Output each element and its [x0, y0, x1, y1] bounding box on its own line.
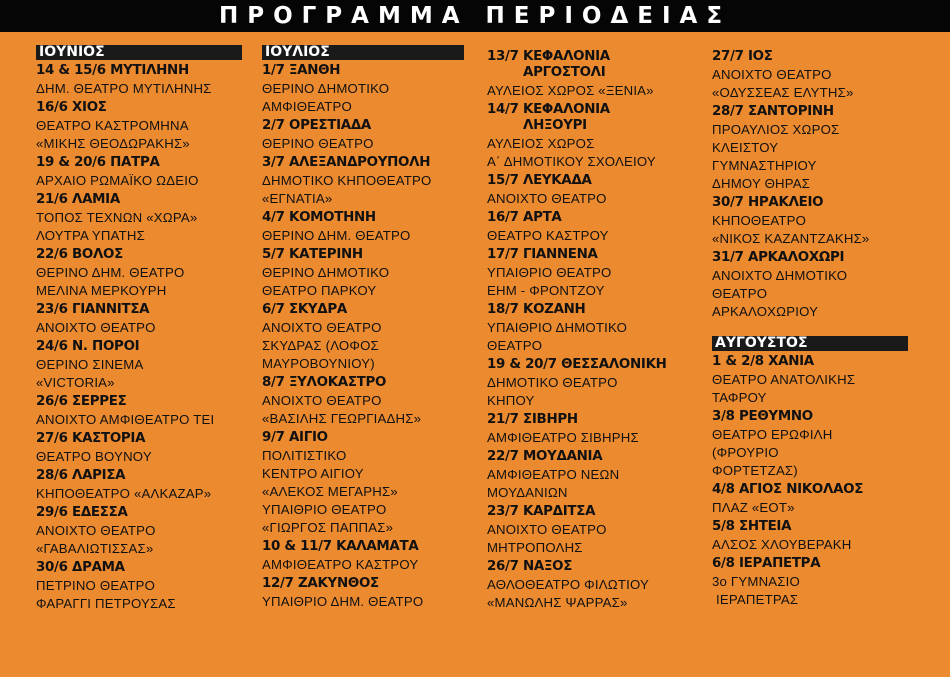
- schedule-entry: [712, 249, 908, 321]
- venue-line: «ΕΓΝΑΤΙΑ»: [262, 191, 333, 206]
- venue-line: ΔΗΜ. ΘΕΑΤΡΟ ΜΥΤΙΛΗΝΗΣ: [36, 81, 212, 96]
- venue-line: ΤΑΦΡΟΥ: [712, 390, 767, 405]
- venue-line: ΘΕΡΙΝΟ ΔΗΜ. ΘΕΑΤΡΟ: [262, 228, 411, 243]
- venue-line: ΚΗΠΟΘΕΑΤΡΟ «ΑΛΚΑΖΑΡ»: [36, 486, 212, 501]
- venue-line: ΕΗΜ - ΦΡΟΝΤΖΟΥ: [487, 283, 605, 298]
- schedule-entry: [36, 191, 242, 245]
- date-city: 3/8 ΡΕΘΥΜΝΟ: [712, 409, 813, 424]
- venue-line: ΘΕΡΙΝΟ ΣΙΝΕΜΑ: [36, 357, 144, 372]
- venue-line: ΔΗΜΟΤΙΚΟ ΚΗΠΟΘΕΑΤΡΟ: [262, 173, 432, 188]
- venue-line: ΑΝΟΙΧΤΟ ΑΜΦΙΘΕΑΤΡΟ ΤΕΙ: [36, 412, 215, 427]
- date-city: 15/7 ΛΕΥΚΑΔΑ: [487, 173, 592, 188]
- date-city-sub: ΛΗΞΟΥΡΙ: [523, 118, 587, 133]
- schedule-entry: [712, 353, 908, 407]
- venue-line: ΤΟΠΟΣ ΤΕΧΝΩΝ «ΧΩΡΑ»: [36, 210, 198, 225]
- date-city: 31/7 ΑΡΚΑΛΟΧΩΡΙ: [712, 250, 845, 265]
- venue-line: ΘΕΑΤΡΟ ΚΑΣΤΡΟΜΗΝΑ: [36, 118, 189, 133]
- venue-line: «ΓΙΩΡΓΟΣ ΠΑΠΠΑΣ»: [262, 520, 394, 535]
- date-city: 12/7 ΖΑΚΥΝΘΟΣ: [262, 576, 379, 591]
- venue-line: ΑΝΟΙΧΤΟ ΘΕΑΤΡΟ: [487, 522, 607, 537]
- schedule-entry: [36, 559, 242, 613]
- schedule-entry: [262, 117, 464, 153]
- date-city: 5/7 ΚΑΤΕΡΙΝΗ: [262, 247, 363, 262]
- venue-line: «ΑΛΕΚΟΣ ΜΕΓΑΡΗΣ»: [262, 484, 398, 499]
- date-city: 30/6 ΔΡΑΜΑ: [36, 560, 125, 575]
- schedule-entry: [262, 154, 464, 208]
- venue-line: «VICTORIA»: [36, 375, 115, 390]
- date-city: 28/6 ΛΑΡΙΣΑ: [36, 468, 126, 483]
- date-city: 26/6 ΣΕΡΡΕΣ: [36, 394, 127, 409]
- date-city: 3/7 ΑΛΕΞΑΝΔΡΟΥΠΟΛΗ: [262, 155, 431, 170]
- date-city: 16/7 ΑΡΤΑ: [487, 210, 562, 225]
- venue-line: «ΓΑΒΑΛΙΩΤΙΣΣΑΣ»: [36, 541, 154, 556]
- schedule-entry: [487, 503, 695, 557]
- venue-line: «ΟΔΥΣΣΕΑΣ ΕΛΥΤΗΣ»: [712, 85, 854, 100]
- venue-line: ΥΠΑΙΘΡΙΟ ΔΗΜΟΤΙΚΟ: [487, 320, 628, 335]
- date-city: 22/7 ΜΟΥΔΑΝΙΑ: [487, 449, 603, 464]
- schedule-entry: [487, 101, 695, 171]
- venue-line: ΘΕΑΤΡΟ: [712, 286, 768, 301]
- venue-line: ΜΑΥΡΟΒΟΥΝΙΟΥ): [262, 356, 375, 371]
- venue-line: ΑΡΧΑΙΟ ΡΩΜΑΪΚΟ ΩΔΕΙΟ: [36, 173, 199, 188]
- venue-line: ΑΝΟΙΧΤΟ ΘΕΑΤΡΟ: [487, 191, 607, 206]
- venue-line: Α΄ ΔΗΜΟΤΙΚΟΥ ΣΧΟΛΕΙΟΥ: [487, 154, 656, 169]
- schedule-entry: [712, 103, 908, 193]
- schedule-entry: [712, 555, 908, 609]
- date-city: 29/6 ΕΔΕΣΣΑ: [36, 505, 128, 520]
- date-city: 23/6 ΓΙΑΝΝΙΤΣΑ: [36, 302, 150, 317]
- schedule-entry: [487, 301, 695, 355]
- schedule-entry: [36, 338, 242, 392]
- schedule-entry: [487, 558, 695, 612]
- schedule-entry: [262, 301, 464, 373]
- schedule-entry: [36, 393, 242, 429]
- date-city-sub: ΑΡΓΟΣΤΟΛΙ: [523, 65, 606, 80]
- date-city: 18/7 ΚΟΖΑΝΗ: [487, 302, 586, 317]
- venue-line: ΜΟΥΔΑΝΙΩΝ: [487, 485, 568, 500]
- month-gap: [712, 322, 908, 336]
- date-city: 27/7 ΙΟΣ: [712, 49, 773, 64]
- column-3: [487, 48, 695, 613]
- venue-line: ΘΕΑΤΡΟ ΕΡΩΦΙΛΗ: [712, 427, 833, 442]
- date-city: 16/6 ΧΙΟΣ: [36, 100, 107, 115]
- date-city: 14 & 15/6 ΜΥΤΙΛΗΝΗ: [36, 63, 189, 78]
- venue-line: ΘΕΡΙΝΟ ΔΗΜΟΤΙΚΟ: [262, 81, 390, 96]
- schedule-entry: [712, 481, 908, 517]
- schedule-entry: [262, 62, 464, 116]
- venue-line: ΙΕΡΑΠΕΤΡΑΣ: [716, 592, 799, 607]
- column-4: [712, 48, 908, 610]
- date-city: 4/8 ΑΓΙΟΣ ΝΙΚΟΛΑΟΣ: [712, 482, 864, 497]
- venue-line: ΚΗΠΟΘΕΑΤΡΟ: [712, 213, 807, 228]
- venue-line: ΘΕΑΤΡΟ ΑΝΑΤΟΛΙΚΗΣ: [712, 372, 856, 387]
- schedule-entry: [487, 246, 695, 300]
- page-title: ΠΡΟΓΡΑΜΜΑ ΠΕΡΙΟΔΕΙΑΣ: [218, 3, 732, 29]
- date-city: 26/7 ΝΑΞΟΣ: [487, 559, 573, 574]
- date-city: 4/7 ΚΟΜΟΤΗΝΗ: [262, 210, 376, 225]
- date-city: 19 & 20/6 ΠΑΤΡΑ: [36, 155, 160, 170]
- venue-line: «ΝΙΚΟΣ ΚΑΖΑΝΤΖΑΚΗΣ»: [712, 231, 870, 246]
- date-city: 8/7 ΞΥΛΟΚΑΣΤΡΟ: [262, 375, 387, 390]
- date-city: 27/6 ΚΑΣΤΟΡΙΑ: [36, 431, 146, 446]
- venue-line: ΣΚΥΔΡΑΣ (ΛΟΦΟΣ: [262, 338, 379, 353]
- date-city: 30/7 ΗΡΑΚΛΕΙΟ: [712, 195, 824, 210]
- venue-line: ΑΜΦΙΘΕΑΤΡΟ ΚΑΣΤΡΟΥ: [262, 557, 419, 572]
- schedule-entry: [712, 194, 908, 248]
- schedule-entry: [262, 538, 464, 574]
- schedule-entry: [36, 430, 242, 466]
- schedule-entry: [487, 411, 695, 447]
- venue-line: ΚΛΕΙΣΤΟΥ: [712, 140, 779, 155]
- venue-line: ΑΝΟΙΧΤΟ ΘΕΑΤΡΟ: [712, 67, 832, 82]
- venue-line: ΥΠΑΙΘΡΙΟ ΘΕΑΤΡΟ: [487, 265, 612, 280]
- venue-line: ΠΡΟΑΥΛΙΟΣ ΧΩΡΟΣ: [712, 122, 840, 137]
- venue-line: ΜΗΤΡΟΠΟΛΗΣ: [487, 540, 583, 555]
- venue-line: ΘΕΡΙΝΟ ΘΕΑΤΡΟ: [262, 136, 374, 151]
- venue-line: ΜΕΛΙΝΑ ΜΕΡΚΟΥΡΗ: [36, 283, 167, 298]
- venue-line: ΔΗΜΟΤΙΚΟ ΘΕΑΤΡΟ: [487, 375, 618, 390]
- venue-line: ΑΝΟΙΧΤΟ ΘΕΑΤΡΟ: [36, 320, 156, 335]
- venue-line: ΚΕΝΤΡΟ ΑΙΓΙΟΥ: [262, 466, 364, 481]
- venue-line: ΓΥΜΝΑΣΤΗΡΙΟΥ: [712, 158, 817, 173]
- venue-line: ΑΜΦΙΘΕΑΤΡΟ ΣΙΒΗΡΗΣ: [487, 430, 639, 445]
- date-city: 24/6 Ν. ΠΟΡΟΙ: [36, 339, 140, 354]
- month-header: ΑΥΓΟΥΣΤΟΣ: [712, 336, 908, 351]
- schedule-entry: [36, 99, 242, 153]
- date-city: 6/8 ΙΕΡΑΠΕΤΡΑ: [712, 556, 821, 571]
- date-city: 5/8 ΣΗΤΕΙΑ: [712, 519, 792, 534]
- date-city: 14/7 ΚΕΦΑΛΟΝΙΑ: [487, 102, 610, 117]
- venue-line: ΘΕΑΤΡΟ ΒΟΥΝΟΥ: [36, 449, 152, 464]
- venue-line: ΑΡΚΑΛΟΧΩΡΙΟΥ: [712, 304, 819, 319]
- date-city: 13/7 ΚΕΦΑΛΟΝΙΑ: [487, 49, 610, 64]
- schedule-entry: [487, 48, 695, 100]
- schedule-entry: [262, 575, 464, 611]
- schedule-entry: [487, 209, 695, 245]
- venue-line: ΠΛΑΖ «ΕΟΤ»: [712, 500, 795, 515]
- column-1: [36, 45, 242, 614]
- venue-line: ΥΠΑΙΘΡΙΟ ΘΕΑΤΡΟ: [262, 502, 387, 517]
- schedule-entry: [36, 154, 242, 190]
- date-city: 21/7 ΣΙΒΗΡΗ: [487, 412, 578, 427]
- venue-line: ΚΗΠΟΥ: [487, 393, 535, 408]
- venue-line: ΘΕΑΤΡΟ ΠΑΡΚΟΥ: [262, 283, 377, 298]
- date-city: 1 & 2/8 ΧΑΝΙΑ: [712, 354, 814, 369]
- date-city: 2/7 ΟΡΕΣΤΙΑΔΑ: [262, 118, 371, 133]
- venue-line: ΠΟΛΙΤΙΣΤΙΚΟ: [262, 448, 347, 463]
- schedule-entry: [262, 374, 464, 428]
- venue-line: «ΒΑΣΙΛΗΣ ΓΕΩΡΓΙΑΔΗΣ»: [262, 411, 422, 426]
- schedule-entry: [487, 356, 695, 410]
- schedule-entry: [487, 172, 695, 208]
- schedule-entry: [262, 209, 464, 245]
- schedule-entry: [36, 301, 242, 337]
- schedule-entry: [36, 504, 242, 558]
- date-city: 23/7 ΚΑΡΔΙΤΣΑ: [487, 504, 596, 519]
- date-city: 22/6 ΒΟΛΟΣ: [36, 247, 123, 262]
- venue-line: ΑΝΟΙΧΤΟ ΔΗΜΟΤΙΚΟ: [712, 268, 848, 283]
- venue-line: ΑΜΦΙΘΕΑΤΡΟ ΝΕΩΝ: [487, 467, 620, 482]
- venue-line: ΘΕΡΙΝΟ ΔΗΜ. ΘΕΑΤΡΟ: [36, 265, 185, 280]
- date-city: 9/7 ΑΙΓΙΟ: [262, 430, 328, 445]
- date-city: 17/7 ΓΙΑΝΝΕΝΑ: [487, 247, 598, 262]
- schedule-entry: [36, 246, 242, 300]
- venue-line: ΘΕΡΙΝΟ ΔΗΜΟΤΙΚΟ: [262, 265, 390, 280]
- schedule-entry: [712, 408, 908, 480]
- venue-line: «ΜΙΚΗΣ ΘΕΟΔΩΡΑΚΗΣ»: [36, 136, 190, 151]
- venue-line: ΥΠΑΙΘΡΙΟ ΔΗΜ. ΘΕΑΤΡΟ: [262, 594, 424, 609]
- venue-line: ΘΕΑΤΡΟ: [487, 338, 543, 353]
- schedule-entry: [262, 429, 464, 537]
- venue-line: ΑΜΦΙΘΕΑΤΡΟ: [262, 99, 352, 114]
- venue-line: 3ο ΓΥΜΝΑΣΙΟ: [712, 574, 800, 589]
- month-header: ΙΟΥΛΙΟΣ: [262, 45, 464, 60]
- date-city: 10 & 11/7 ΚΑΛΑΜΑΤΑ: [262, 539, 419, 554]
- schedule-entry: [36, 62, 242, 98]
- schedule-entry: [712, 48, 908, 102]
- venue-line: (ΦΡΟΥΡΙΟ: [712, 445, 779, 460]
- venue-line: ΔΗΜΟΥ ΘΗΡΑΣ: [712, 176, 811, 191]
- date-city: 28/7 ΣΑΝΤΟΡΙΝΗ: [712, 104, 834, 119]
- venue-line: ΘΕΑΤΡΟ ΚΑΣΤΡΟΥ: [487, 228, 609, 243]
- venue-line: ΦΟΡΤΕΤΖΑΣ): [712, 463, 798, 478]
- venue-line: ΑΝΟΙΧΤΟ ΘΕΑΤΡΟ: [36, 523, 156, 538]
- date-city: 6/7 ΣΚΥΔΡΑ: [262, 302, 347, 317]
- column-2: [262, 45, 464, 612]
- schedule-entry: [487, 448, 695, 502]
- venue-line: ΑΝΟΙΧΤΟ ΘΕΑΤΡΟ: [262, 320, 382, 335]
- date-city: 21/6 ΛΑΜΙΑ: [36, 192, 120, 207]
- venue-line: ΑΥΛΕΙΟΣ ΧΩΡΟΣ «ΞΕΝΙΑ»: [487, 83, 654, 98]
- schedule-entry: [262, 246, 464, 300]
- date-city: 19 & 20/7 ΘΕΣΣΑΛΟΝΙΚΗ: [487, 357, 667, 372]
- venue-line: ΑΝΟΙΧΤΟ ΘΕΑΤΡΟ: [262, 393, 382, 408]
- schedule-entry: [712, 518, 908, 554]
- venue-line: ΑΥΛΕΙΟΣ ΧΩΡΟΣ: [487, 136, 595, 151]
- venue-line: ΛΟΥΤΡΑ ΥΠΑΤΗΣ: [36, 228, 145, 243]
- venue-line: ΑΘΛΟΘΕΑΤΡΟ ΦΙΛΩΤΙΟΥ: [487, 577, 649, 592]
- venue-line: ΑΛΣΟΣ ΧΛΟΥΒΕΡΑΚΗ: [712, 537, 852, 552]
- date-city: 1/7 ΞΑΝΘΗ: [262, 63, 341, 78]
- venue-line: «ΜΑΝΩΛΗΣ ΨΑΡΡΑΣ»: [487, 595, 628, 610]
- venue-line: ΠΕΤΡΙΝΟ ΘΕΑΤΡΟ: [36, 578, 156, 593]
- venue-line: ΦΑΡΑΓΓΙ ΠΕΤΡΟΥΣΑΣ: [36, 596, 176, 611]
- month-header: ΙΟΥΝΙΟΣ: [36, 45, 242, 60]
- schedule-entry: [36, 467, 242, 503]
